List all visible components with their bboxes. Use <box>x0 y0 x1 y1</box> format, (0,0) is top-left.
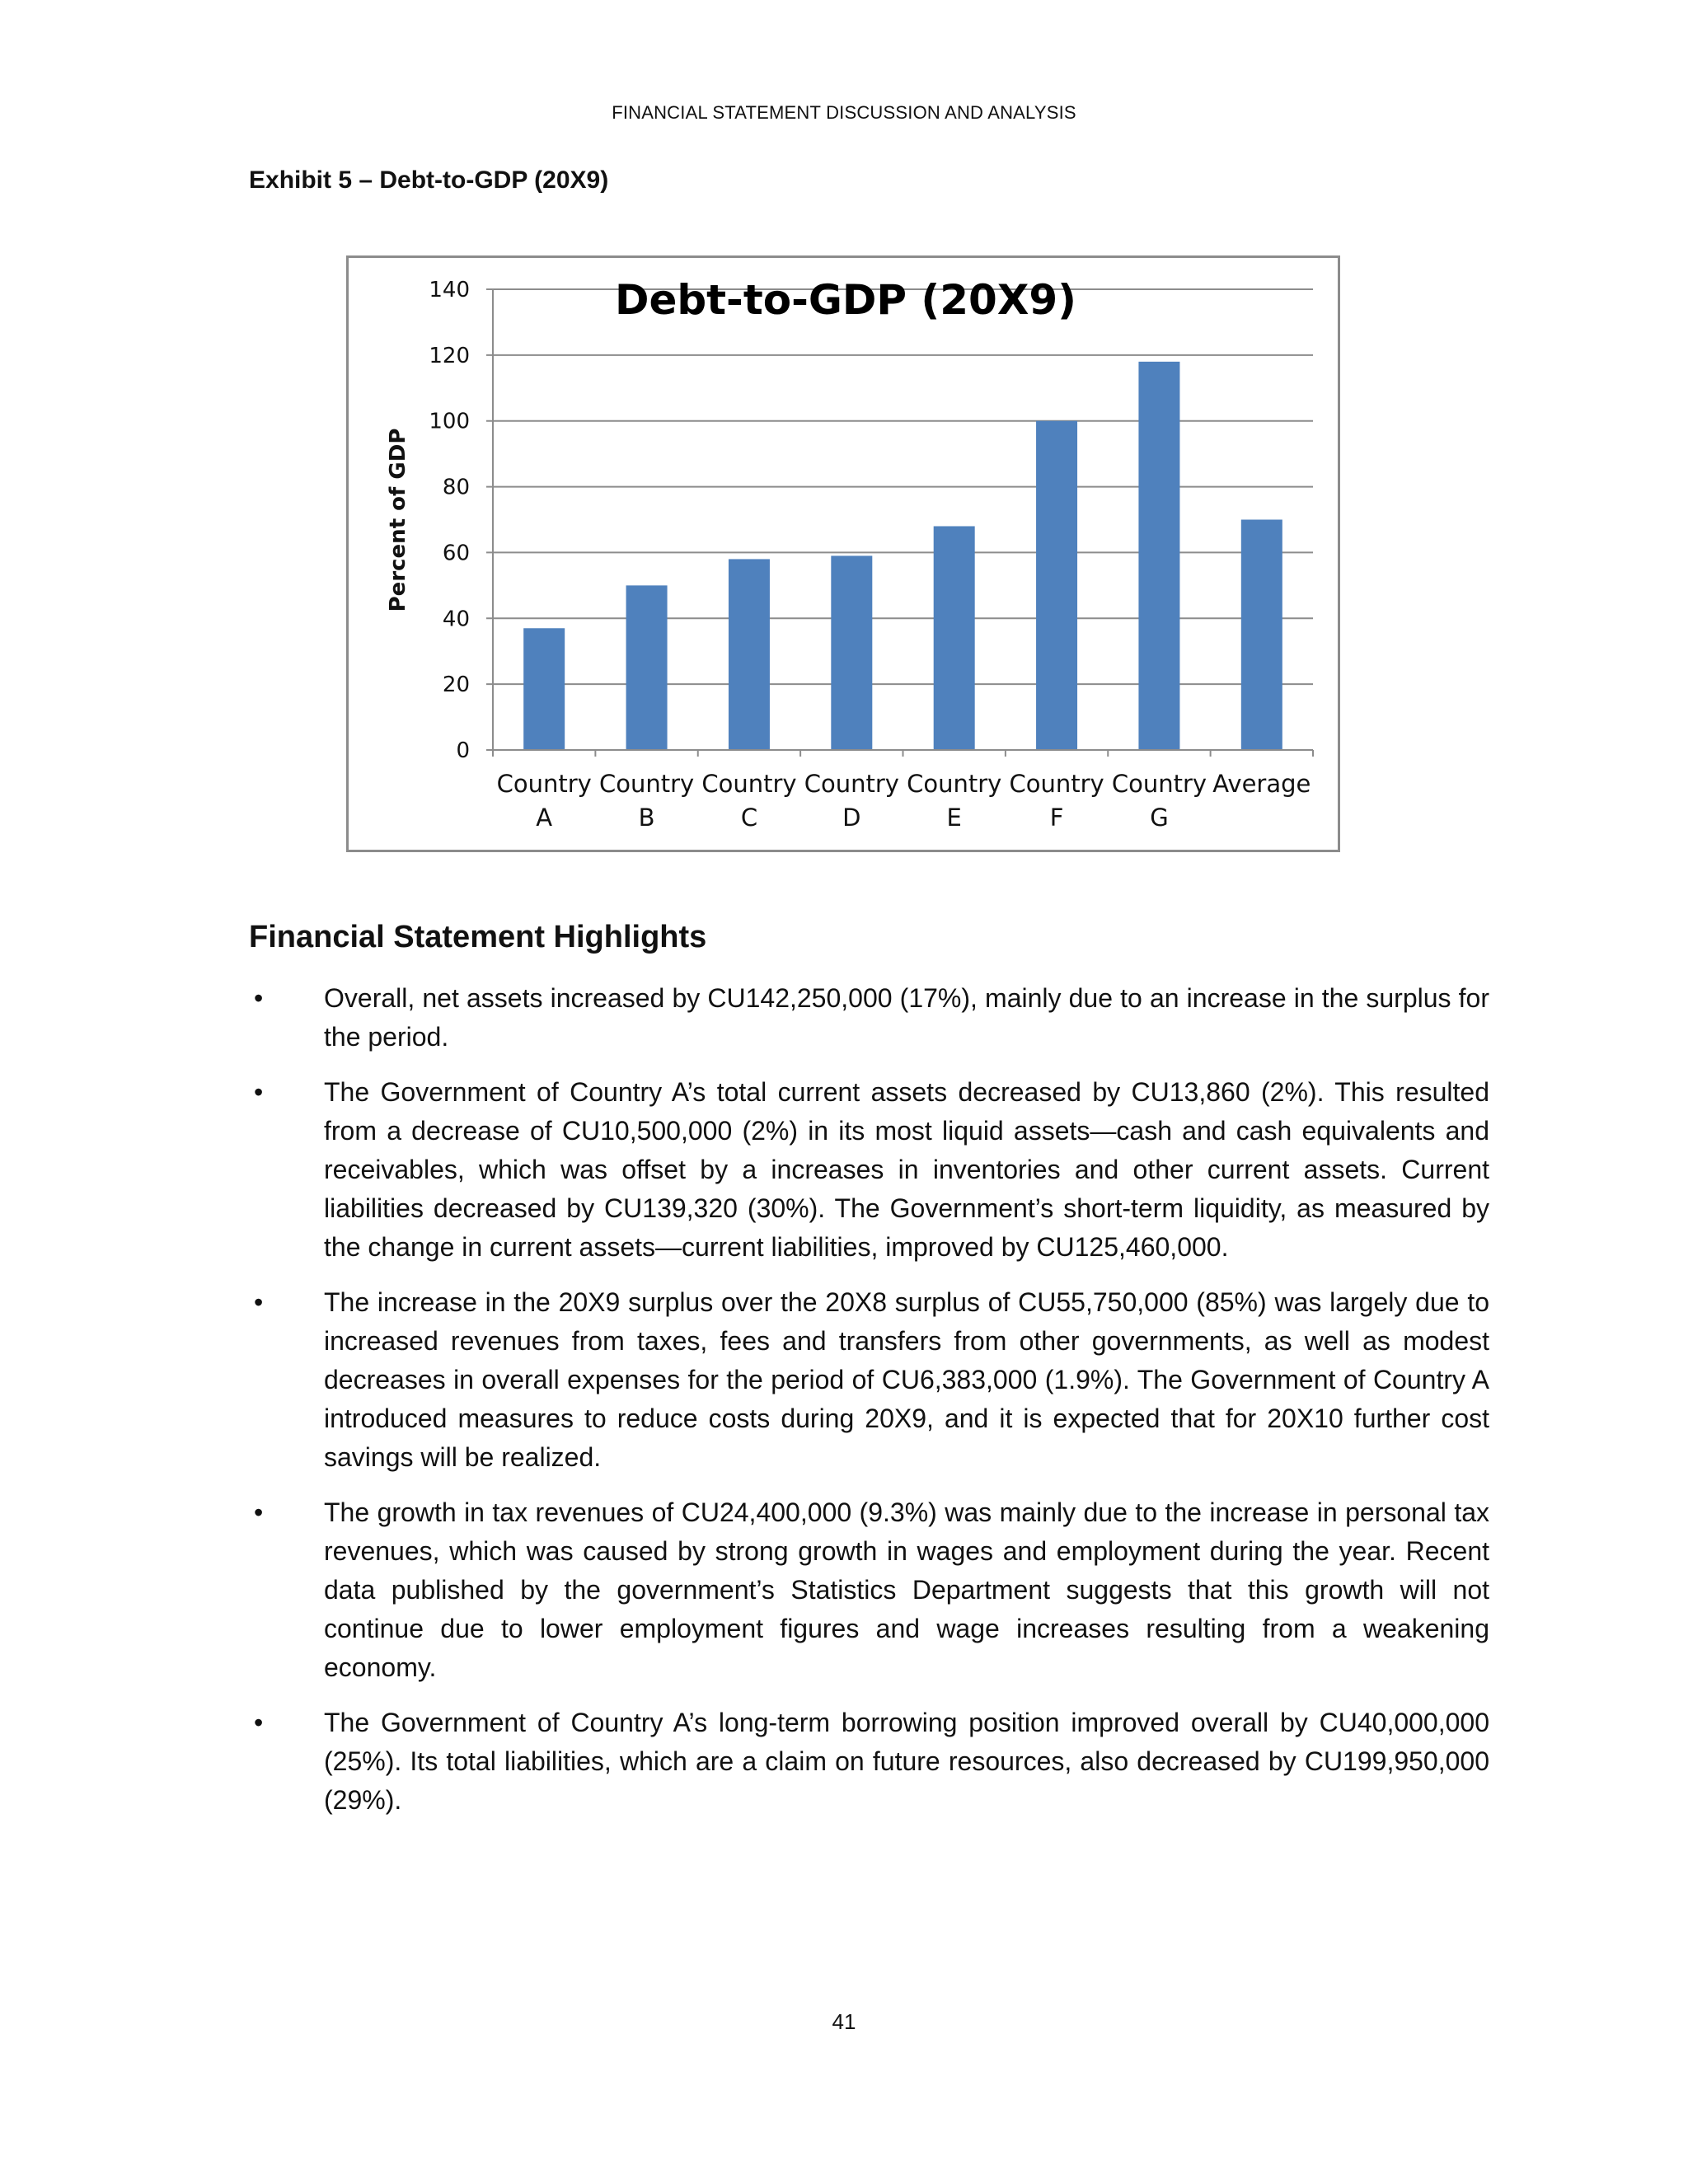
y-tick-label: 120 <box>429 343 470 368</box>
list-item <box>249 1704 1489 1820</box>
running-header: FINANCIAL STATEMENT DISCUSSION AND ANALYSIS <box>612 102 1076 123</box>
bullet-text: The growth in tax revenues of CU24,400,000 (9.3%) was mainly due to the increase in personal tax revenues, which was caused by strong growth in wages and employment during the year. Recent data published by the government’s Statistics Department suggests that this growth will not continue due to lower employment figures and wage increases resulting from a weakening economy. <box>324 1497 1489 1682</box>
list-item <box>249 1493 1489 1687</box>
chart-canvas <box>349 258 1338 850</box>
y-tick-label: 60 <box>442 541 470 566</box>
y-tick-label: 20 <box>442 673 470 698</box>
bullet-icon: • <box>254 1077 264 1107</box>
list-item <box>249 979 1489 1057</box>
y-tick-label: 100 <box>429 409 470 434</box>
x-tick-label: B <box>638 804 655 832</box>
bar <box>729 559 770 750</box>
y-tick-label: 40 <box>442 607 470 632</box>
bullet-icon: • <box>254 983 264 1013</box>
section-heading: Financial Statement Highlights <box>249 920 707 954</box>
page-number: 41 <box>832 2009 856 2034</box>
chart-title: Debt-to-GDP (20X9) <box>614 276 1077 324</box>
x-tick-label: Country <box>1111 770 1207 798</box>
bar <box>1138 362 1179 750</box>
y-tick-label: 0 <box>456 738 470 763</box>
list-item <box>249 1283 1489 1477</box>
bullet-icon: • <box>254 1287 264 1317</box>
x-tick-label: G <box>1150 804 1169 832</box>
list-item <box>249 1073 1489 1267</box>
x-tick-label: Country <box>701 770 797 798</box>
debt-to-gdp-chart <box>346 255 1340 852</box>
bar <box>1241 520 1282 751</box>
x-tick-label: Average <box>1212 770 1311 798</box>
bullet-text: The increase in the 20X9 surplus over the 20X8 surplus of CU55,750,000 (85%) was largely due to increased revenues from taxes, fees and transfers from other governments, as well as modest decreases in overall expenses for the period of CU6,383,000 (1.9%). The Government of Country A introduced measures to reduce costs during 20X9, and it is expected that for 20X10 further cost savings will be realized. <box>324 1287 1489 1472</box>
y-axis-label: Percent of GDP <box>386 428 410 612</box>
x-tick-label: Country <box>804 770 899 798</box>
bar <box>1036 421 1077 750</box>
x-tick-label: D <box>842 804 861 832</box>
exhibit-title: Exhibit 5 – Debt-to-GDP (20X9) <box>249 166 609 194</box>
x-tick-label: F <box>1049 804 1064 832</box>
bar <box>626 585 668 750</box>
x-tick-label: Country <box>496 770 592 798</box>
bullet-text: The Government of Country A’s long-term borrowing position improved overall by CU40,000,000 (25%). Its total liabilities, which are a claim on future resources, also decreased by CU199,950,000 (29%). <box>324 1708 1489 1815</box>
bullet-icon: • <box>254 1497 264 1527</box>
bullet-icon: • <box>254 1708 264 1737</box>
highlights-list <box>249 979 1489 1836</box>
x-tick-label: E <box>946 804 962 832</box>
x-tick-label: Country <box>598 770 695 798</box>
bar <box>934 526 975 750</box>
x-tick-label: Country <box>1009 770 1104 798</box>
y-tick-label: 80 <box>442 475 470 500</box>
x-tick-label: Country <box>907 770 1002 798</box>
bar <box>523 628 565 750</box>
x-tick-label: C <box>740 804 758 832</box>
x-tick-label: A <box>536 804 553 832</box>
bar <box>831 555 872 750</box>
y-tick-label: 140 <box>429 278 470 302</box>
bullet-text: Overall, net assets increased by CU142,250,000 (17%), mainly due to an increase in the surplus for the period. <box>324 983 1489 1052</box>
bullet-text: The Government of Country A’s total current assets decreased by CU13,860 (2%). This resulted from a decrease of CU10,500,000 (2%) in its most liquid assets—cash and cash equivalents and receivables, which was offset by a increases in inventories and other current assets. Current liabilities decreased by CU139,320 (30%). The Government’s short-term liquidity, as measured by the change in current assets—current liabilities, improved by CU125,460,000. <box>324 1077 1489 1262</box>
